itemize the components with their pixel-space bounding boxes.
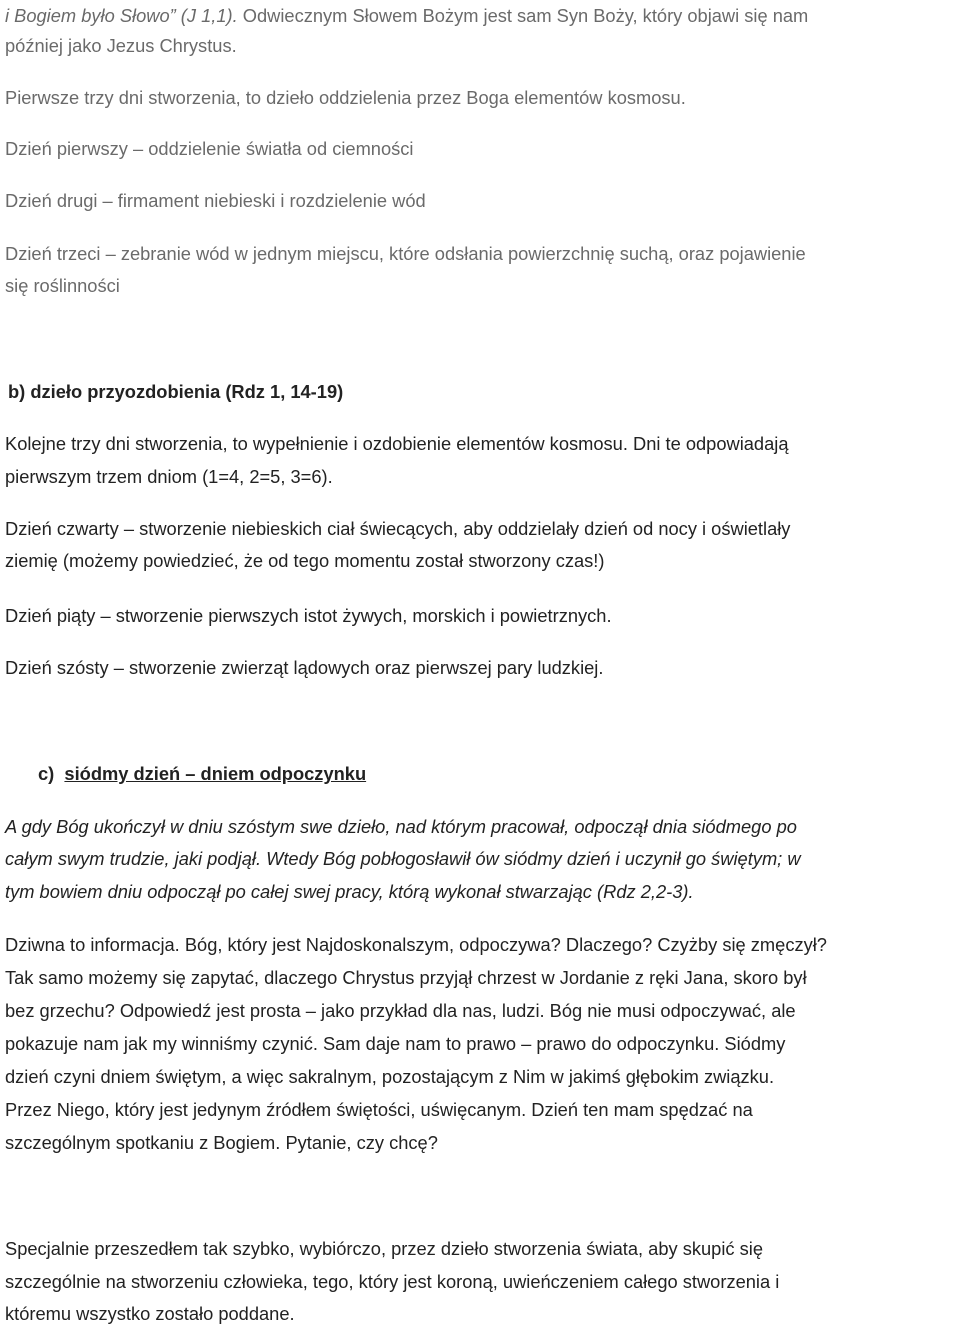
paragraph-line-2: Tak samo możemy się zapytać, dlaczego Chrystus przyjął chrzest w Jordanie z ręki Jana, skoro był bbox=[5, 967, 807, 988]
paragraph-line-7: szczególnym spotkaniu z Bogiem. Pytanie, czy chcę? bbox=[5, 1132, 438, 1153]
paragraph-line-3: bez grzechu? Odpowiedź jest prosta – jako przykład dla nas, ludzi. Bóg nie musi odpoczywać, ale bbox=[5, 1000, 796, 1021]
day-3-line-1: Dzień trzeci – zebranie wód w jednym miejscu, które odsłania powierzchnię suchą, oraz pojawienie bbox=[5, 243, 806, 264]
day-2: Dzień drugi – firmament niebieski i rozdzielenie wód bbox=[5, 190, 426, 211]
genesis-quote-1: A gdy Bóg ukończył w dniu szóstym swe dzieło, nad którym pracował, odpoczął dnia siódmego po bbox=[5, 816, 797, 837]
paragraph-line-5: dzień czyni dniem świętym, a więc sakralnym, pozostającym z Nim w jakimś głębokim związku. bbox=[5, 1066, 775, 1087]
section-b-intro-2: pierwszym trzem dniom (1=4, 2=5, 3=6). bbox=[5, 466, 333, 487]
closing-line-2: szczególnie na stworzeniu człowieka, tego, który jest koroną, uwieńczeniem całego stworzenia i bbox=[5, 1271, 780, 1292]
section-c-title: siódmy dzień – dniem odpoczynku bbox=[64, 763, 367, 784]
day-6: Dzień szósty – stworzenie zwierząt lądowych oraz pierwszej pary ludzkiej. bbox=[5, 657, 604, 678]
quote-italic: i Bogiem było Słowo” (J 1,1). bbox=[5, 5, 238, 26]
quote-line-1 bbox=[5, 0, 808, 31]
day-1: Dzień pierwszy – oddzielenie światła od ciemności bbox=[5, 138, 414, 159]
quote-rest-1: Odwiecznym Słowem Bożym jest sam Syn Boży, który objawi się nam bbox=[237, 5, 809, 26]
closing-line-3: któremu wszystko zostało poddane. bbox=[5, 1303, 295, 1324]
paragraph-line-1: Dziwna to informacja. Bóg, który jest Najdoskonalszym, odpoczywa? Dlaczego? Czyżby się zmęczył? bbox=[5, 934, 827, 955]
genesis-quote-3: tym bowiem dniu odpoczął po całej swej pracy, którą wykonał stwarzając (Rdz 2,2-3). bbox=[5, 881, 694, 902]
paragraph-line-4: pokazuje nam jak my winniśmy czynić. Sam daje nam to prawo – prawo do odpoczynku. Siódmy bbox=[5, 1033, 786, 1054]
day-4-line-2: ziemię (możemy powiedzieć, że od tego momentu został stworzony czas!) bbox=[5, 550, 605, 571]
paragraph-line-6: Przez Niego, który jest jedynym źródłem świętości, uświęcanym. Dzień ten mam spędzać na bbox=[5, 1099, 753, 1120]
closing-line-1: Specjalnie przeszedłem tak szybko, wybiórczo, przez dzieło stworzenia świata, aby skupić się bbox=[5, 1238, 763, 1259]
section-c-heading bbox=[38, 758, 960, 789]
section-b-heading: b) dzieło przyozdobienia (Rdz 1, 14-19) bbox=[8, 381, 344, 402]
genesis-quote-2: całym swym trudzie, jaki podjął. Wtedy Bóg pobłogosławił ów siódmy dzień i uczynił go świętym; w bbox=[5, 848, 801, 869]
day-3-line-2: się roślinności bbox=[5, 275, 120, 296]
section-c-prefix: c) bbox=[38, 763, 65, 784]
quote-line-2: później jako Jezus Chrystus. bbox=[5, 35, 237, 56]
first-three-days: Pierwsze trzy dni stworzenia, to dzieło oddzielenia przez Boga elementów kosmosu. bbox=[5, 87, 686, 108]
day-5: Dzień piąty – stworzenie pierwszych istot żywych, morskich i powietrznych. bbox=[5, 605, 612, 626]
section-b-intro-1: Kolejne trzy dni stworzenia, to wypełnienie i ozdobienie elementów kosmosu. Dni te odpowiadają bbox=[5, 433, 789, 454]
day-4-line-1: Dzień czwarty – stworzenie niebieskich ciał świecących, aby oddzielały dzień od nocy i oświetlały bbox=[5, 518, 791, 539]
